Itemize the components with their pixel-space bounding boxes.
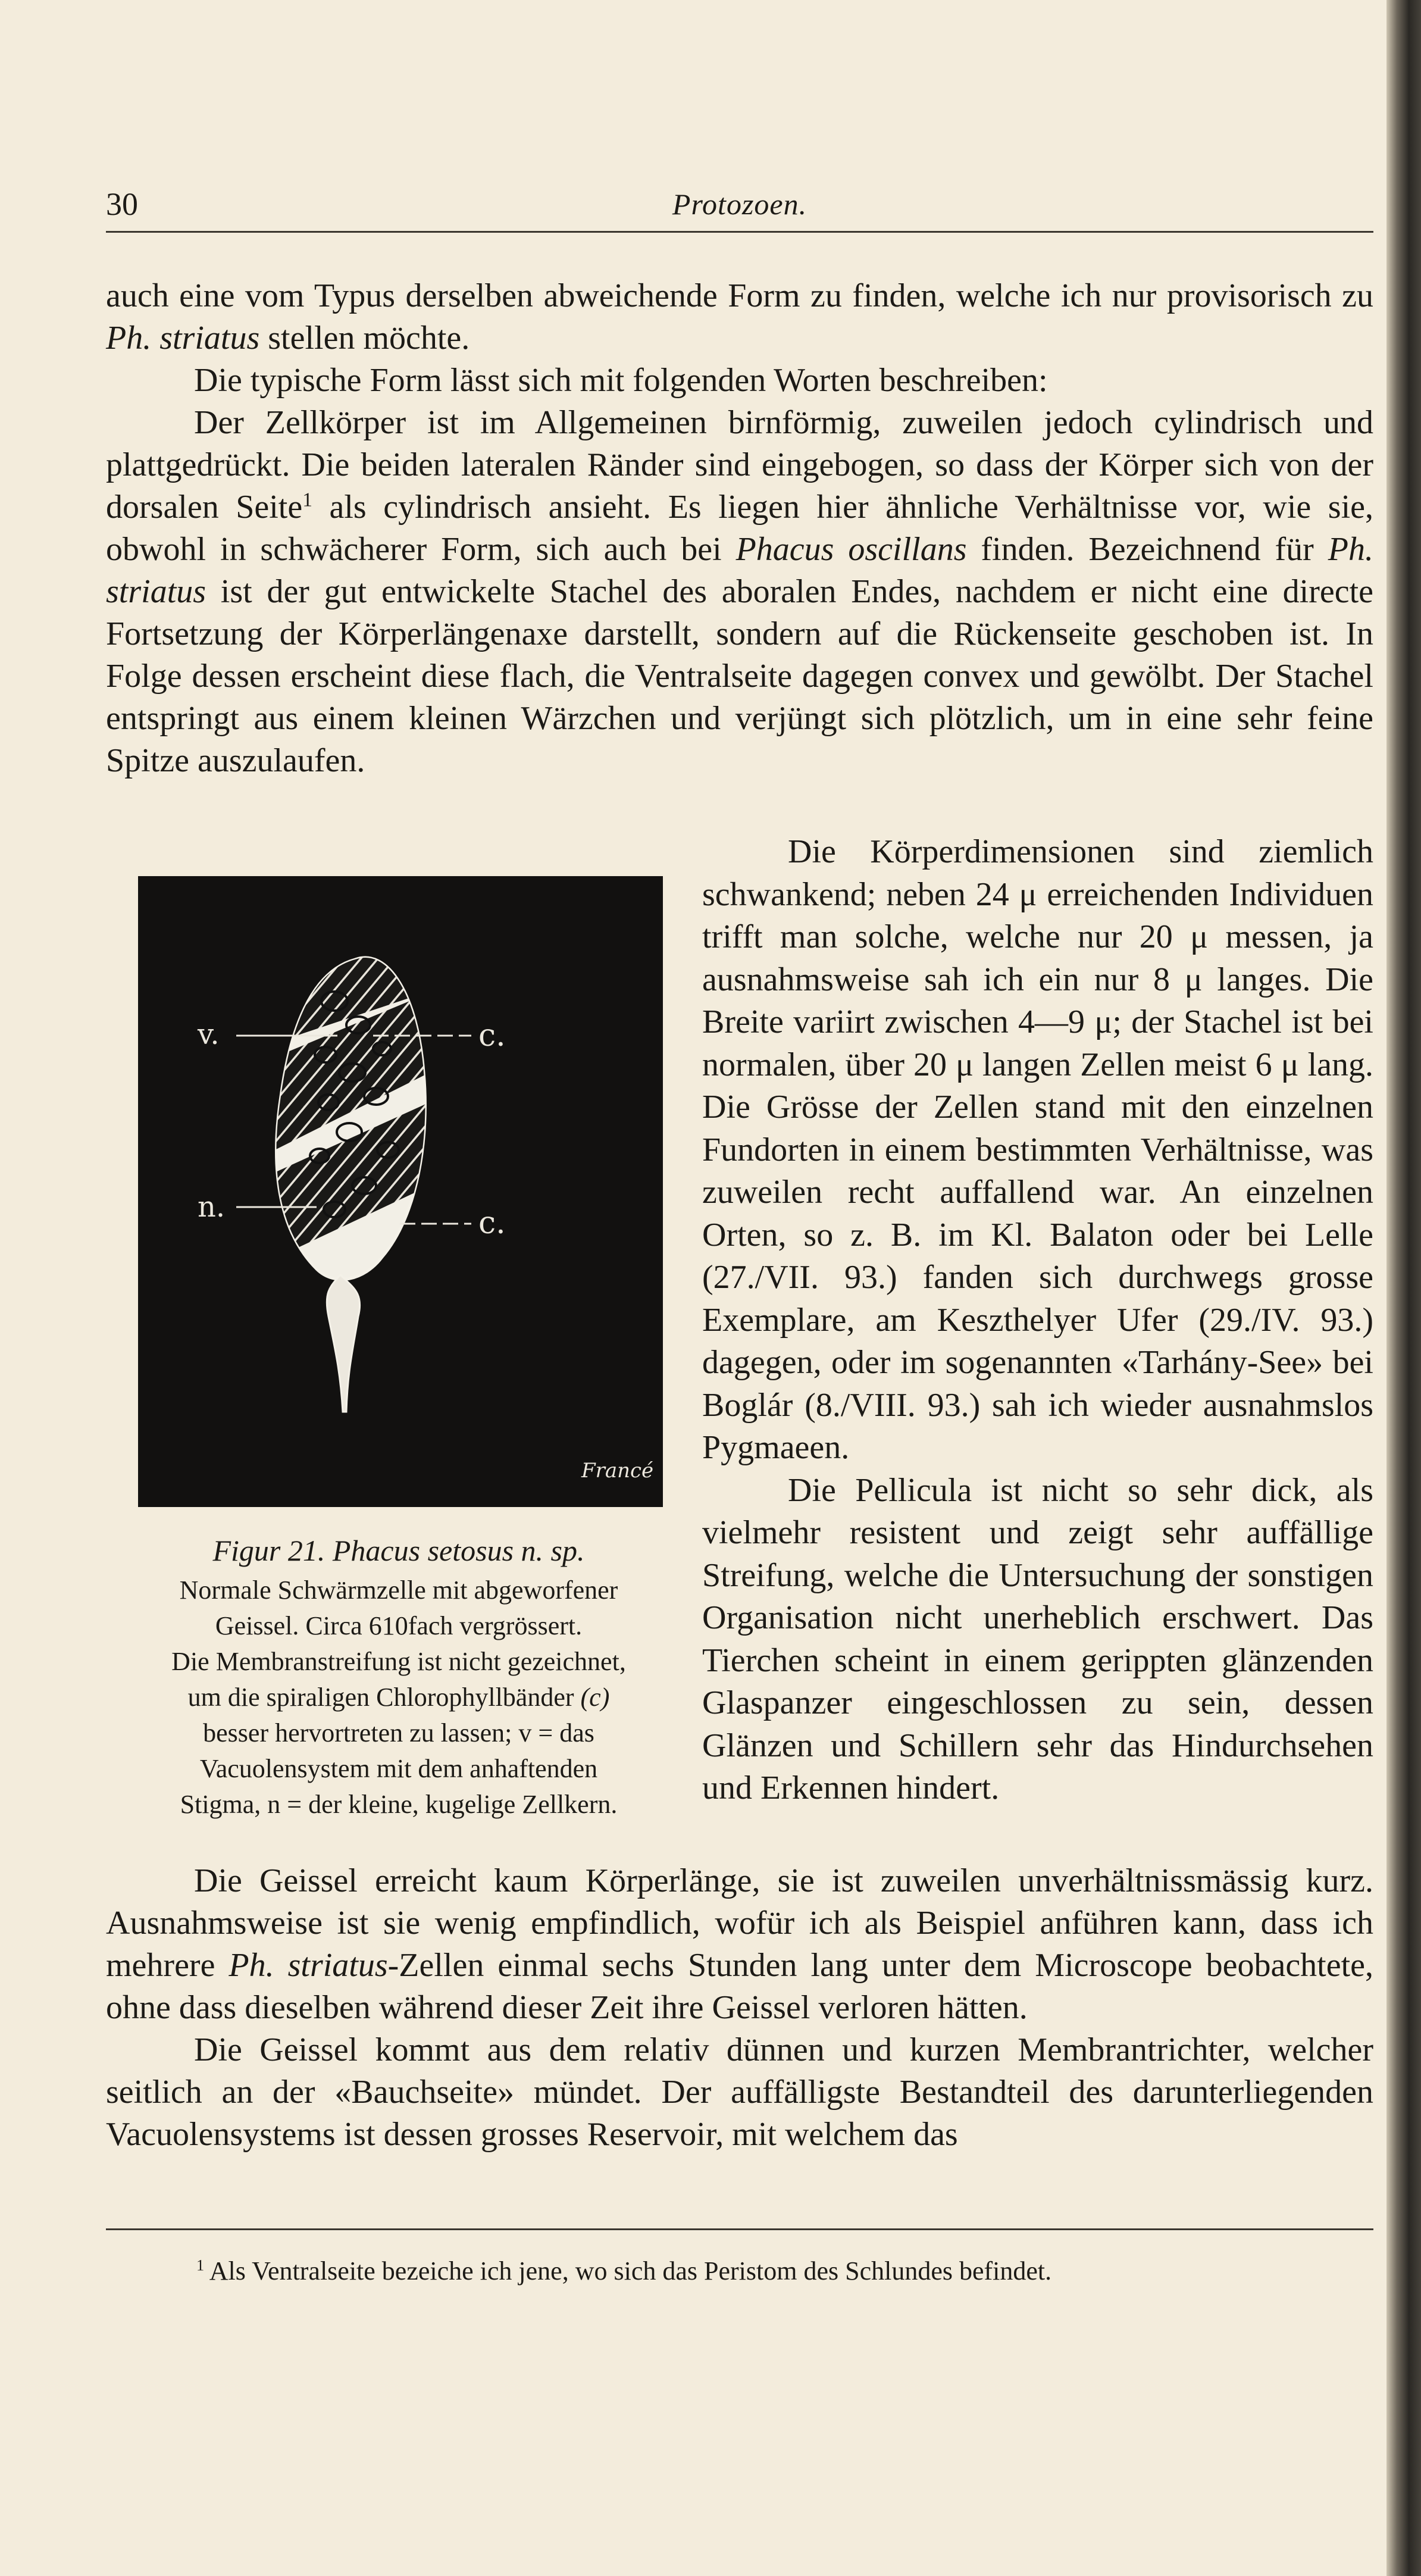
footnote-divider (106, 2228, 1373, 2230)
running-title: Protozoen. (672, 187, 807, 221)
species-name: Ph. striatus (106, 320, 260, 357)
footnote (196, 2253, 1327, 2289)
species-name: Ph. striatus (106, 531, 1373, 610)
footnote-ref[interactable]: 1 (302, 489, 312, 511)
caption-title: Figur 21. Phacus setosus n. sp. (212, 1534, 585, 1567)
cell-drawing (138, 876, 663, 1507)
figure-caption (113, 1530, 684, 1822)
page-number: 30 (106, 186, 138, 222)
paragraph (106, 402, 1373, 782)
text-run: stellen möchte. (259, 320, 470, 357)
caption-line (113, 1680, 684, 1715)
caption-line: Stigma, n = der kleine, kugelige Zellkern. (180, 1790, 618, 1819)
text-run: Der Zellkörper ist im Allgemeinen birnförmig, zuweilen jedoch cylindrisch und plattgedrückt. Die beiden lateralen Ränder sind eingebogen, so dass der Körper sich von der dorsalen Seite (106, 404, 1373, 526)
text-run: -Zellen einmal sechs Stunden lang unter dem Microscope beobachtete, ohne dass dieselben während dieser Zeit ihre Geissel verloren hätten. (106, 1947, 1374, 2026)
figure-phacus-illustration (138, 876, 663, 1507)
text-run: auch eine vom Typus derselben abweichende Form zu finden, welche ich nur provisorisch zu (106, 277, 1373, 314)
paragraph: Die Pellicula ist nicht so sehr dick, als vielmehr resistent und zeigt sehr auffällige Streifung, welche die Untersuchung der sonstigen Organisation nicht unerheblich erschwert. Das Tierchen scheint in einem gerippten glänzenden Glaspanzer eingeschlossen zu sein, dessen Glänzen und Schillern sehr das Hindurchsehen und Erkennen hindert. (702, 1471, 1373, 1806)
page-header (106, 183, 1373, 233)
caption-line: Vacuolensystem mit dem anhaftenden (199, 1754, 598, 1783)
paragraph: Die Körperdimensionen sind ziemlich schwankend; neben 24 μ erreichenden Individuen trifft man solche, welche nur 20 μ messen, ja ausnahmsweise sah ich ein nur 8 μ langes. Die Breite variirt zwischen 4—9 μ; der Stachel ist bei normalen, über 20 μ langen Zellen meist 6 μ lang. Die Grösse der Zellen stand mit den einzelnen Fundorten in einem bestimmten Verhältnisse, was zuweilen recht auffallend war. An einzelnen Orten, so z. B. im Kl. Balaton oder bei Lelle (27./VII. 93.) fanden sich durchwegs grosse Exemplare, am Keszthelyer Ufer (29./IV. 93.) dagegen, oder im sogenannten «Tarhány-See» bei Boglár (8./VIII. 93.) sah ich wieder ausnahmslos Pygmaeen. (702, 833, 1373, 1466)
figure-label-c-upper: c. (478, 1018, 506, 1053)
caption-line: besser hervortreten zu lassen; v = das (203, 1718, 594, 1747)
text-run: Die Geissel erreicht kaum Körperlänge, sie ist zuweilen unverhältnissmässig kurz. Ausnahmsweise ist sie wenig empfindlich, wofür ich als Beispiel anführen kann, dass ich mehrere (106, 1862, 1373, 1984)
page-edge-shadow (1386, 0, 1421, 2576)
bottom-text-block (106, 1860, 1373, 2156)
figure-label-n: n. (198, 1190, 226, 1224)
paragraph: Die typische Form lässt sich mit folgenden Worten beschreiben: (194, 362, 1048, 399)
text-run: als cylindrisch ansieht. Es liegen hier ähnliche Verhältnisse vor, wie sie, obwohl in schwächerer Form, sich auch bei (106, 489, 1373, 568)
top-text-block (106, 275, 1373, 782)
paragraph (106, 1860, 1373, 2029)
text-run: finden. Bezeichnend für (966, 531, 1328, 568)
paragraph: Die Geissel kommt aus dem relativ dünnen und kurzen Membrantrichter, welcher seitlich an der «Bauchseite» mündet. Der auffälligste Bestandteil des darunterliegenden Vacuolensystems ist dessen grosses Reservoir, mit welchem das (106, 2031, 1373, 2153)
footnote-marker: 1 (196, 2256, 205, 2274)
figure-label-v: v. (198, 1018, 220, 1051)
text-run: (c) (580, 1683, 610, 1712)
footnote-text: Als Ventralseite bezeiche ich jene, wo sich das Peristom des Schlundes befindet. (209, 2256, 1052, 2286)
paragraph (106, 275, 1373, 359)
figure-label-c-lower: c. (478, 1205, 506, 1241)
caption-line: Normale Schwärmzelle mit abgeworfener (179, 1575, 618, 1605)
caption-line: Die Membranstreifung ist nicht gezeichnet, (171, 1647, 626, 1676)
species-name: Phacus oscillans (735, 531, 967, 568)
species-name: Ph. striatus (229, 1947, 388, 1984)
text-run: ist der gut entwickelte Stachel des aboralen Endes, nachdem er nicht eine directe Fortsetzung der Körperlängenaxe darstellt, sondern auf die Rückenseite geschoben ist. In Folge dessen erscheint diese flach, die Ventralseite dagegen convex und gewölbt. Der Stachel entspringt aus einem kleinen Wärzchen und verjüngt sich plötzlich, um in eine sehr feine Spitze auszulaufen. (106, 573, 1373, 779)
caption-line: Geissel. Circa 610fach vergrössert. (215, 1611, 583, 1640)
text-run: um die spiraligen Chlorophyllbänder (187, 1683, 581, 1712)
right-column-text (702, 831, 1373, 1810)
aboral-spine (327, 1275, 359, 1412)
artist-signature: Francé (581, 1459, 654, 1483)
